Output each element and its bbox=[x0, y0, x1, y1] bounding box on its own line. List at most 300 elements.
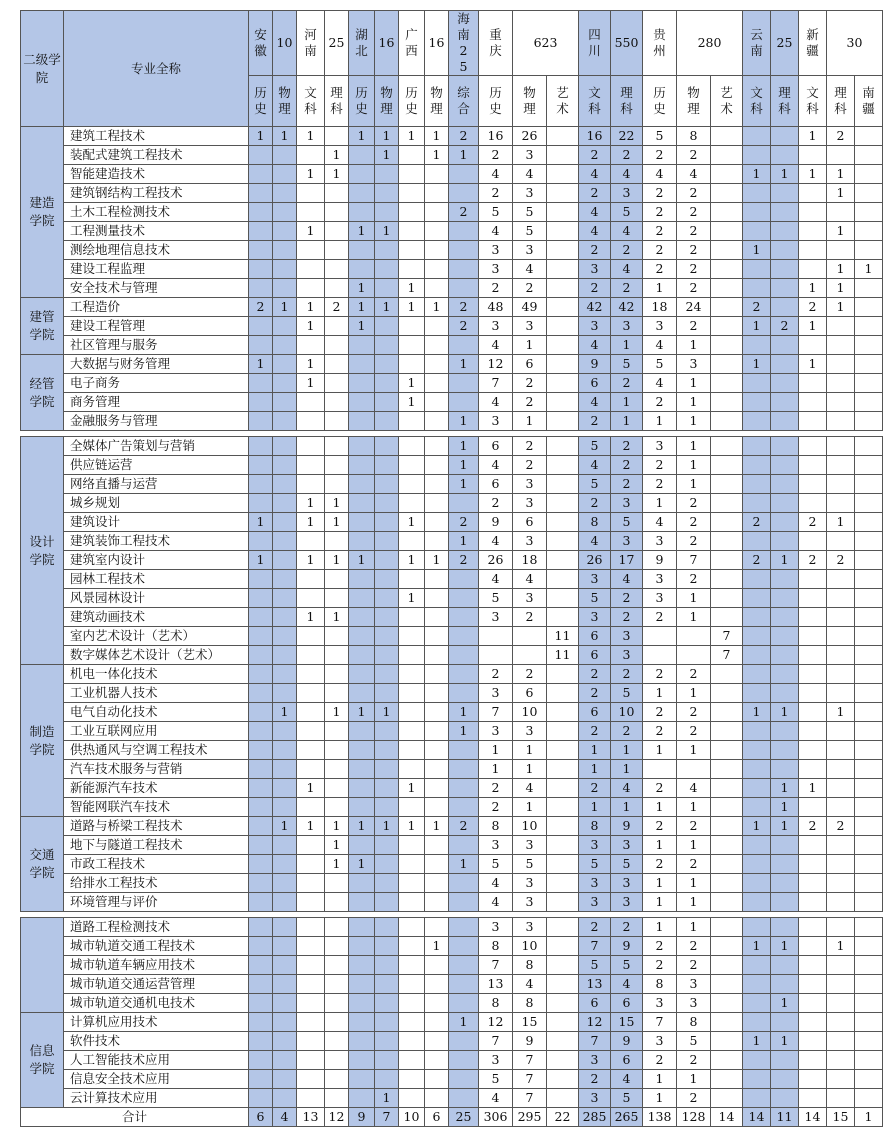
quota-cell: 1 bbox=[643, 836, 677, 855]
quota-cell: 9 bbox=[611, 1032, 643, 1051]
quota-cell bbox=[249, 589, 273, 608]
quota-cell: 6 bbox=[513, 513, 547, 532]
quota-cell: 4 bbox=[677, 165, 711, 184]
quota-cell bbox=[297, 665, 325, 684]
quota-cell: 5 bbox=[611, 684, 643, 703]
quota-cell bbox=[547, 918, 579, 937]
quota-cell bbox=[799, 184, 827, 203]
quota-cell: 3 bbox=[513, 317, 547, 336]
quota-cell bbox=[273, 1051, 297, 1070]
quota-cell bbox=[449, 374, 479, 393]
quota-cell: 1 bbox=[425, 937, 449, 956]
quota-cell bbox=[449, 627, 479, 646]
quota-cell bbox=[349, 741, 375, 760]
quota-cell bbox=[375, 1070, 399, 1089]
major-name: 城乡规划 bbox=[64, 494, 249, 513]
quota-cell bbox=[375, 855, 399, 874]
quota-cell bbox=[349, 1089, 375, 1108]
quota-cell bbox=[855, 994, 883, 1013]
quota-cell bbox=[325, 918, 349, 937]
quota-cell bbox=[297, 918, 325, 937]
quota-cell: 4 bbox=[513, 779, 547, 798]
major-name: 道路工程检测技术 bbox=[64, 918, 249, 937]
quota-cell bbox=[297, 722, 325, 741]
quota-cell bbox=[771, 627, 799, 646]
quota-cell: 1 bbox=[399, 551, 425, 570]
quota-cell: 2 bbox=[611, 608, 643, 627]
quota-cell bbox=[771, 608, 799, 627]
quota-cell: 1 bbox=[349, 317, 375, 336]
total-cell: 15 bbox=[827, 1108, 855, 1127]
quota-cell bbox=[399, 741, 425, 760]
quota-cell bbox=[855, 703, 883, 722]
quota-cell bbox=[375, 741, 399, 760]
quota-cell bbox=[375, 374, 399, 393]
quota-cell bbox=[711, 241, 743, 260]
quota-cell: 2 bbox=[743, 513, 771, 532]
quota-cell bbox=[547, 203, 579, 222]
table-row bbox=[21, 393, 883, 412]
quota-cell: 1 bbox=[677, 475, 711, 494]
quota-cell bbox=[547, 817, 579, 836]
quota-cell bbox=[425, 918, 449, 937]
quota-cell bbox=[855, 722, 883, 741]
total-cell: 306 bbox=[479, 1108, 513, 1127]
table-row bbox=[21, 703, 883, 722]
major-name: 金融服务与管理 bbox=[64, 412, 249, 431]
quota-cell: 2 bbox=[579, 665, 611, 684]
quota-cell bbox=[297, 1070, 325, 1089]
quota-cell bbox=[325, 317, 349, 336]
quota-cell: 2 bbox=[677, 817, 711, 836]
quota-cell bbox=[249, 260, 273, 279]
quota-cell: 1 bbox=[799, 127, 827, 146]
quota-cell: 16 bbox=[579, 127, 611, 146]
quota-cell bbox=[449, 184, 479, 203]
table-row bbox=[21, 374, 883, 393]
quota-cell bbox=[399, 703, 425, 722]
quota-cell bbox=[399, 184, 425, 203]
quota-cell: 5 bbox=[513, 222, 547, 241]
quota-cell: 8 bbox=[479, 994, 513, 1013]
quota-cell bbox=[799, 646, 827, 665]
quota-cell bbox=[771, 336, 799, 355]
quota-cell: 1 bbox=[297, 494, 325, 513]
quota-cell bbox=[349, 589, 375, 608]
quota-cell bbox=[349, 918, 375, 937]
quota-cell: 1 bbox=[449, 146, 479, 165]
quota-cell bbox=[325, 956, 349, 975]
major-name: 电气自动化技术 bbox=[64, 703, 249, 722]
major-name: 社区管理与服务 bbox=[64, 336, 249, 355]
header-subject: 理科 bbox=[325, 76, 349, 127]
quota-cell bbox=[449, 260, 479, 279]
table-row bbox=[21, 336, 883, 355]
quota-cell bbox=[375, 532, 399, 551]
quota-cell bbox=[547, 760, 579, 779]
quota-cell bbox=[547, 1013, 579, 1032]
quota-cell: 2 bbox=[513, 456, 547, 475]
quota-cell: 6 bbox=[579, 703, 611, 722]
quota-cell bbox=[399, 665, 425, 684]
quota-cell: 1 bbox=[375, 146, 399, 165]
quota-cell bbox=[855, 241, 883, 260]
quota-cell: 1 bbox=[399, 513, 425, 532]
quota-cell bbox=[743, 918, 771, 937]
quota-cell: 4 bbox=[479, 874, 513, 893]
quota-cell: 2 bbox=[449, 317, 479, 336]
quota-cell bbox=[325, 570, 349, 589]
quota-cell: 9 bbox=[579, 355, 611, 374]
quota-cell bbox=[273, 260, 297, 279]
quota-cell: 1 bbox=[273, 817, 297, 836]
quota-cell bbox=[297, 1089, 325, 1108]
quota-cell bbox=[399, 222, 425, 241]
quota-cell: 3 bbox=[643, 994, 677, 1013]
quota-cell: 1 bbox=[479, 760, 513, 779]
quota-cell bbox=[399, 456, 425, 475]
quota-cell bbox=[743, 437, 771, 456]
quota-cell bbox=[425, 893, 449, 912]
quota-cell bbox=[325, 589, 349, 608]
quota-cell: 2 bbox=[611, 241, 643, 260]
quota-cell bbox=[743, 975, 771, 994]
header-province-quota: 550 bbox=[611, 11, 643, 76]
quota-cell: 2 bbox=[479, 779, 513, 798]
quota-cell bbox=[771, 1013, 799, 1032]
quota-cell bbox=[547, 779, 579, 798]
quota-cell bbox=[273, 589, 297, 608]
quota-cell bbox=[325, 994, 349, 1013]
quota-cell: 9 bbox=[611, 817, 643, 836]
quota-cell: 1 bbox=[677, 456, 711, 475]
quota-cell bbox=[855, 918, 883, 937]
quota-cell: 3 bbox=[611, 874, 643, 893]
quota-cell bbox=[855, 760, 883, 779]
quota-cell: 4 bbox=[579, 393, 611, 412]
quota-cell bbox=[325, 1032, 349, 1051]
quota-cell: 4 bbox=[643, 165, 677, 184]
quota-cell bbox=[771, 241, 799, 260]
quota-cell bbox=[711, 874, 743, 893]
quota-cell bbox=[547, 279, 579, 298]
quota-cell bbox=[799, 260, 827, 279]
quota-cell: 1 bbox=[479, 741, 513, 760]
quota-cell: 5 bbox=[611, 855, 643, 874]
quota-cell: 1 bbox=[611, 741, 643, 760]
major-name: 数字媒体艺术设计（艺术） bbox=[64, 646, 249, 665]
quota-cell bbox=[711, 475, 743, 494]
quota-cell: 1 bbox=[249, 513, 273, 532]
quota-cell bbox=[349, 146, 375, 165]
quota-cell bbox=[711, 975, 743, 994]
quota-cell bbox=[349, 456, 375, 475]
quota-cell: 1 bbox=[677, 893, 711, 912]
table-row bbox=[21, 646, 883, 665]
quota-cell bbox=[273, 374, 297, 393]
quota-cell bbox=[249, 374, 273, 393]
quota-cell: 3 bbox=[677, 355, 711, 374]
major-name: 城市轨道交通机电技术 bbox=[64, 994, 249, 1013]
quota-cell bbox=[449, 779, 479, 798]
quota-cell: 3 bbox=[479, 260, 513, 279]
quota-cell bbox=[711, 937, 743, 956]
quota-cell bbox=[827, 956, 855, 975]
quota-cell: 2 bbox=[743, 298, 771, 317]
quota-cell bbox=[799, 437, 827, 456]
quota-cell bbox=[273, 874, 297, 893]
quota-cell bbox=[375, 513, 399, 532]
quota-cell bbox=[743, 127, 771, 146]
college-cell: 交通学院 bbox=[21, 817, 64, 912]
quota-cell bbox=[399, 146, 425, 165]
quota-cell bbox=[349, 646, 375, 665]
quota-cell: 11 bbox=[547, 627, 579, 646]
quota-cell: 1 bbox=[513, 741, 547, 760]
quota-cell bbox=[375, 336, 399, 355]
quota-cell bbox=[297, 241, 325, 260]
quota-cell: 1 bbox=[643, 412, 677, 431]
quota-cell bbox=[425, 513, 449, 532]
quota-cell bbox=[349, 203, 375, 222]
quota-cell bbox=[855, 1032, 883, 1051]
quota-cell bbox=[399, 760, 425, 779]
quota-cell: 1 bbox=[325, 494, 349, 513]
total-cell: 14 bbox=[799, 1108, 827, 1127]
quota-cell bbox=[349, 165, 375, 184]
quota-cell: 4 bbox=[579, 203, 611, 222]
quota-cell bbox=[375, 1051, 399, 1070]
quota-cell: 2 bbox=[513, 437, 547, 456]
quota-cell bbox=[249, 608, 273, 627]
quota-cell: 2 bbox=[513, 374, 547, 393]
quota-cell: 2 bbox=[643, 222, 677, 241]
quota-cell: 1 bbox=[399, 279, 425, 298]
major-name: 云计算技术应用 bbox=[64, 1089, 249, 1108]
quota-cell bbox=[349, 937, 375, 956]
quota-cell: 5 bbox=[677, 1032, 711, 1051]
quota-cell bbox=[375, 570, 399, 589]
quota-cell: 1 bbox=[677, 589, 711, 608]
quota-cell bbox=[399, 412, 425, 431]
table-row bbox=[21, 222, 883, 241]
total-cell: 6 bbox=[249, 1108, 273, 1127]
quota-cell bbox=[827, 203, 855, 222]
quota-cell bbox=[249, 146, 273, 165]
quota-cell bbox=[677, 627, 711, 646]
quota-cell bbox=[827, 589, 855, 608]
quota-cell bbox=[349, 532, 375, 551]
quota-cell bbox=[273, 355, 297, 374]
table-row bbox=[21, 937, 883, 956]
quota-cell bbox=[325, 798, 349, 817]
table-row bbox=[21, 855, 883, 874]
quota-cell bbox=[547, 703, 579, 722]
major-name: 给排水工程技术 bbox=[64, 874, 249, 893]
quota-cell bbox=[771, 570, 799, 589]
quota-cell bbox=[827, 779, 855, 798]
quota-cell: 12 bbox=[479, 1013, 513, 1032]
quota-cell: 2 bbox=[743, 551, 771, 570]
table-row bbox=[21, 836, 883, 855]
quota-cell: 1 bbox=[827, 513, 855, 532]
quota-cell bbox=[547, 937, 579, 956]
quota-cell: 1 bbox=[349, 551, 375, 570]
quota-cell: 3 bbox=[579, 317, 611, 336]
quota-cell bbox=[425, 956, 449, 975]
quota-cell bbox=[375, 646, 399, 665]
quota-cell: 6 bbox=[513, 355, 547, 374]
quota-cell: 1 bbox=[297, 127, 325, 146]
quota-cell bbox=[827, 627, 855, 646]
quota-cell: 2 bbox=[677, 722, 711, 741]
quota-cell: 3 bbox=[513, 241, 547, 260]
quota-cell: 4 bbox=[479, 336, 513, 355]
quota-cell: 1 bbox=[827, 937, 855, 956]
quota-cell bbox=[743, 1051, 771, 1070]
quota-cell bbox=[711, 741, 743, 760]
quota-cell bbox=[425, 1089, 449, 1108]
quota-cell bbox=[325, 279, 349, 298]
quota-cell: 3 bbox=[677, 994, 711, 1013]
quota-cell bbox=[297, 412, 325, 431]
major-name: 建设工程管理 bbox=[64, 317, 249, 336]
quota-cell bbox=[325, 975, 349, 994]
quota-cell bbox=[297, 627, 325, 646]
quota-cell bbox=[249, 760, 273, 779]
header-subject: 理科 bbox=[827, 76, 855, 127]
quota-cell bbox=[425, 412, 449, 431]
quota-cell: 2 bbox=[611, 374, 643, 393]
quota-cell bbox=[771, 513, 799, 532]
quota-cell bbox=[711, 918, 743, 937]
quota-cell bbox=[449, 494, 479, 513]
quota-cell bbox=[771, 146, 799, 165]
quota-cell: 3 bbox=[479, 836, 513, 855]
table-row bbox=[21, 203, 883, 222]
major-name: 计算机应用技术 bbox=[64, 1013, 249, 1032]
quota-cell: 9 bbox=[611, 937, 643, 956]
quota-cell bbox=[273, 855, 297, 874]
quota-cell: 2 bbox=[449, 203, 479, 222]
quota-cell bbox=[547, 317, 579, 336]
quota-cell: 2 bbox=[643, 241, 677, 260]
quota-cell bbox=[547, 374, 579, 393]
quota-cell bbox=[743, 589, 771, 608]
quota-cell bbox=[743, 222, 771, 241]
quota-cell: 1 bbox=[643, 741, 677, 760]
quota-cell bbox=[743, 570, 771, 589]
quota-cell bbox=[547, 589, 579, 608]
quota-cell bbox=[249, 1051, 273, 1070]
quota-cell bbox=[425, 703, 449, 722]
quota-cell bbox=[297, 146, 325, 165]
quota-cell: 26 bbox=[479, 551, 513, 570]
quota-cell bbox=[273, 937, 297, 956]
quota-cell bbox=[743, 456, 771, 475]
quota-cell: 2 bbox=[827, 127, 855, 146]
quota-cell bbox=[547, 494, 579, 513]
quota-cell: 1 bbox=[611, 412, 643, 431]
quota-cell bbox=[547, 684, 579, 703]
quota-cell bbox=[399, 1032, 425, 1051]
quota-cell bbox=[711, 817, 743, 836]
quota-cell: 2 bbox=[449, 127, 479, 146]
quota-cell bbox=[711, 532, 743, 551]
quota-cell bbox=[349, 494, 375, 513]
quota-cell bbox=[827, 1070, 855, 1089]
quota-cell bbox=[449, 918, 479, 937]
quota-cell: 2 bbox=[579, 918, 611, 937]
quota-cell: 1 bbox=[677, 437, 711, 456]
quota-cell: 1 bbox=[375, 1089, 399, 1108]
quota-cell bbox=[449, 222, 479, 241]
quota-cell bbox=[399, 994, 425, 1013]
quota-cell: 2 bbox=[677, 279, 711, 298]
quota-cell bbox=[425, 741, 449, 760]
quota-cell bbox=[547, 336, 579, 355]
quota-cell bbox=[677, 760, 711, 779]
quota-cell bbox=[711, 722, 743, 741]
quota-cell bbox=[449, 684, 479, 703]
major-name: 商务管理 bbox=[64, 393, 249, 412]
quota-cell: 1 bbox=[579, 798, 611, 817]
quota-cell: 3 bbox=[513, 184, 547, 203]
header-subject: 文科 bbox=[297, 76, 325, 127]
quota-cell: 2 bbox=[579, 279, 611, 298]
header-subject: 南疆 bbox=[855, 76, 883, 127]
quota-cell bbox=[297, 874, 325, 893]
quota-cell: 1 bbox=[297, 165, 325, 184]
quota-cell bbox=[349, 956, 375, 975]
quota-cell: 1 bbox=[399, 817, 425, 836]
quota-cell bbox=[547, 665, 579, 684]
quota-cell: 1 bbox=[449, 855, 479, 874]
quota-cell bbox=[273, 184, 297, 203]
quota-cell bbox=[349, 975, 375, 994]
major-name: 全媒体广告策划与营销 bbox=[64, 437, 249, 456]
quota-cell bbox=[349, 570, 375, 589]
quota-cell bbox=[771, 855, 799, 874]
quota-cell: 1 bbox=[425, 146, 449, 165]
table-row bbox=[21, 817, 883, 836]
total-cell: 13 bbox=[297, 1108, 325, 1127]
header-subject: 历史 bbox=[349, 76, 375, 127]
quota-cell bbox=[449, 798, 479, 817]
quota-cell bbox=[827, 684, 855, 703]
quota-cell bbox=[547, 456, 579, 475]
quota-cell bbox=[249, 975, 273, 994]
total-cell: 12 bbox=[325, 1108, 349, 1127]
quota-cell: 1 bbox=[799, 779, 827, 798]
quota-cell bbox=[273, 241, 297, 260]
quota-cell bbox=[249, 570, 273, 589]
quota-cell bbox=[771, 1089, 799, 1108]
quota-cell bbox=[325, 779, 349, 798]
quota-cell: 2 bbox=[611, 918, 643, 937]
quota-cell bbox=[799, 760, 827, 779]
quota-cell: 1 bbox=[325, 817, 349, 836]
quota-cell: 4 bbox=[513, 975, 547, 994]
table-row bbox=[21, 994, 883, 1013]
quota-cell: 12 bbox=[479, 355, 513, 374]
quota-cell: 1 bbox=[325, 836, 349, 855]
quota-cell bbox=[771, 374, 799, 393]
quota-cell bbox=[349, 437, 375, 456]
quota-cell bbox=[325, 760, 349, 779]
quota-cell: 4 bbox=[579, 336, 611, 355]
quota-cell bbox=[349, 241, 375, 260]
